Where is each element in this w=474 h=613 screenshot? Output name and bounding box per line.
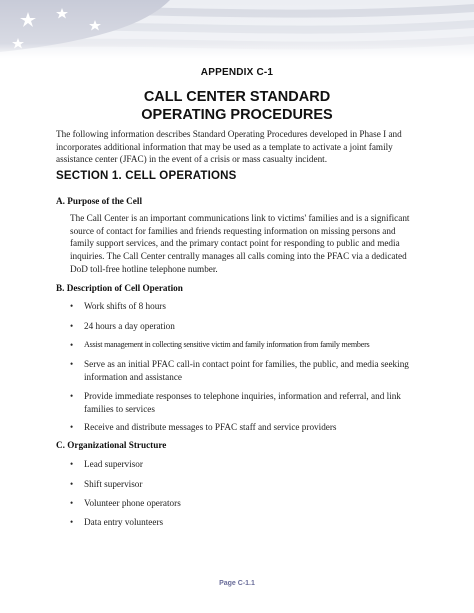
list-item: • 24 hours a day operation bbox=[70, 321, 175, 331]
page-number: Page C-1.1 bbox=[219, 580, 255, 587]
list-item: • Work shifts of 8 hours bbox=[70, 301, 166, 311]
list-item: • Lead supervisor bbox=[70, 459, 143, 469]
title-line-1: CALL CENTER STANDARD bbox=[143, 89, 331, 105]
list-item: • Assist management in collecting sensitive victim and family information from family members bbox=[70, 340, 370, 350]
list-item: • Serve as an initial PFAC call-in contact point for families, the public, and media seeking information and assistance bbox=[70, 359, 409, 382]
flag-banner bbox=[0, 0, 474, 58]
list-item: • Shift supervisor bbox=[70, 479, 143, 489]
section-heading: SECTION 1. CELL OPERATIONS bbox=[56, 170, 237, 182]
title-line-2: OPERATING PROCEDURES bbox=[141, 107, 333, 123]
subsection-c-heading: C. Organizational Structure bbox=[56, 440, 167, 450]
list-item: • Data entry volunteers bbox=[70, 517, 164, 527]
list-item: • Provide immediate responses to telephone inquiries, information and referral, and link families to services bbox=[70, 391, 401, 414]
list-item: • Receive and distribute messages to PFAC staff and service providers bbox=[70, 422, 337, 432]
list-item: • Volunteer phone operators bbox=[70, 498, 181, 508]
subsection-a-heading: A. Purpose of the Cell bbox=[56, 196, 142, 206]
subsection-b-heading: B. Description of Cell Operation bbox=[56, 283, 183, 293]
purpose-paragraph: The Call Center is an important communications link to victims' families and is a significant source of contact for families and friends requesting information on missing persons and family support services, and the primary contact point for responding to public and media inquiries. The Call Center centrally manages all calls coming into the PFAC via a dedicated DoD toll-free hotline telephone number. bbox=[70, 213, 410, 274]
intro-paragraph: The following information describes Standard Operating Procedures developed in Phase I and incorporates additional information that may be used as a template to activate a joint family assistance center (JFAC) in the event of a crisis or mass casualty incident. bbox=[56, 129, 402, 165]
document-title bbox=[0, 88, 474, 124]
appendix-label: APPENDIX C-1 bbox=[200, 67, 274, 78]
